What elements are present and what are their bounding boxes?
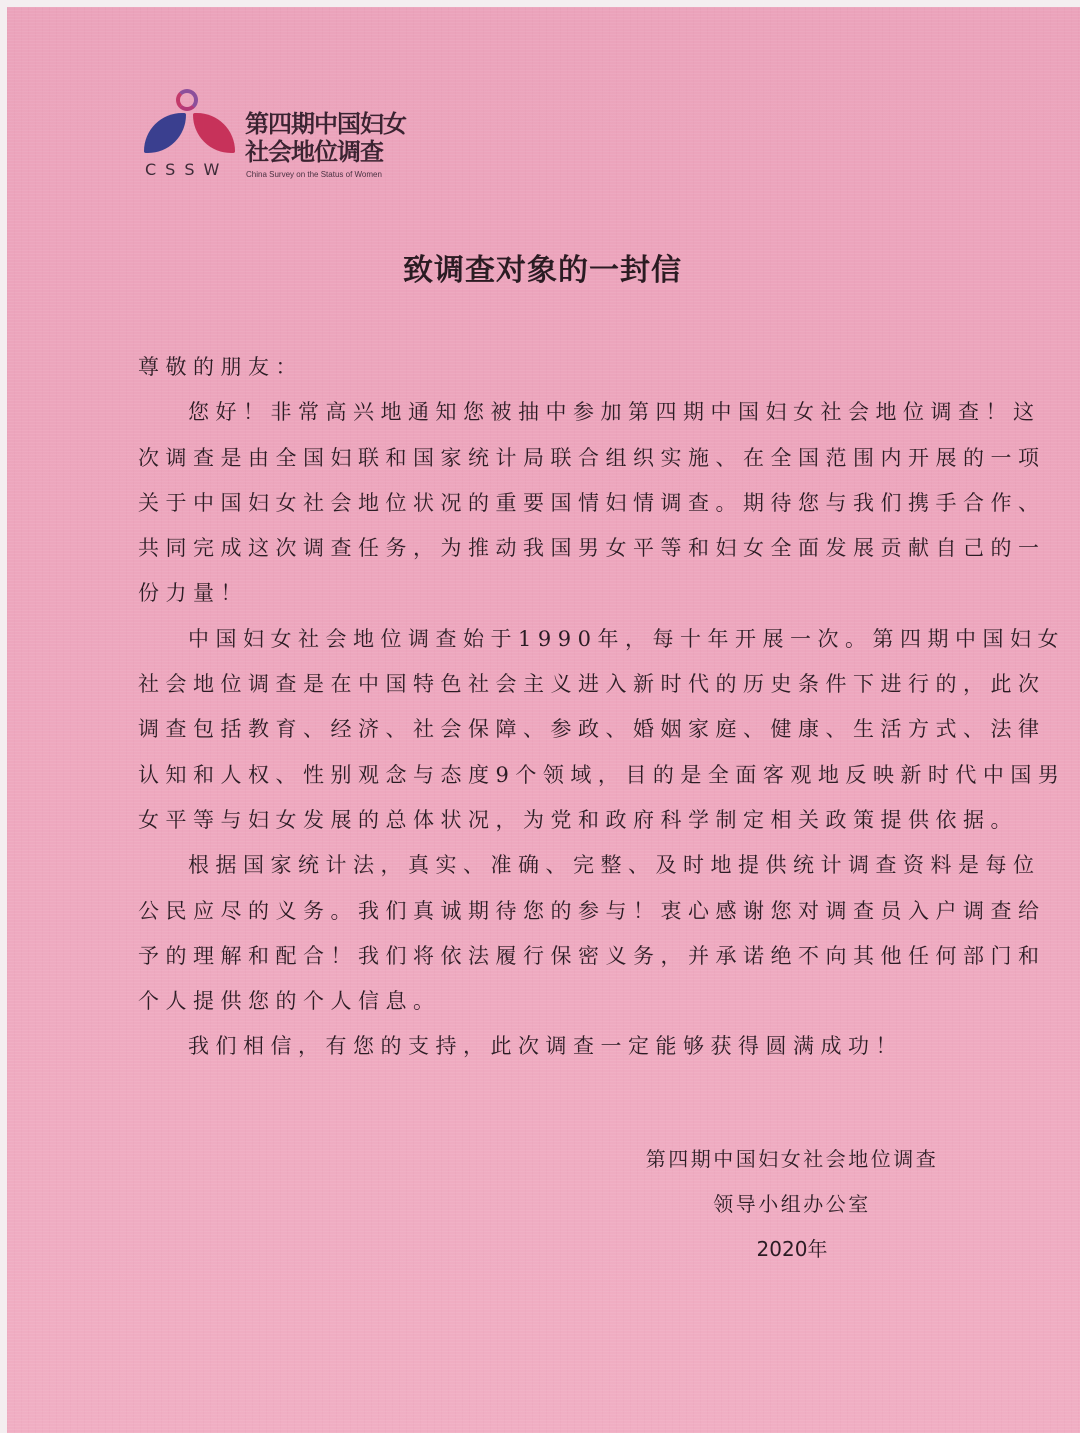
body-line: 关于中国妇女社会地位状况的重要国情妇情调查。期待您与我们携手合作、 [138,490,1046,515]
ring-icon [176,89,198,111]
logo-abbreviation: CSSW [145,160,229,179]
letter-page [7,7,1080,1433]
cssw-logo [137,82,427,192]
body-line: 您好！非常高兴地通知您被抽中参加第四期中国妇女社会地位调查！这 [188,400,1041,425]
body-line: 我们相信，有您的支持，此次调查一定能够获得圆满成功！ [188,1034,903,1059]
logo-cn-line-1: 第四期中国妇女 [245,110,406,138]
body-line: 公民应尽的义务。我们真诚期待您的参与！衷心感谢您对调查员入户调查给 [138,898,1046,923]
body-line: 予的理解和配合！我们将依法履行保密义务，并承诺绝不向其他任何部门和 [138,943,1046,968]
signature-office: 领导小组办公室 [713,1192,871,1216]
signature-date: 2020年 [756,1237,828,1261]
blue-leaf-icon [144,113,186,153]
logo-cn-line-2: 社会地位调查 [245,138,383,166]
logo-english-name: China Survey on the Status of Women [246,170,382,179]
body-line: 根据国家统计法，真实、准确、完整、及时地提供统计调查资料是每位 [188,853,1041,878]
body-line: 中国妇女社会地位调查始于1990年，每十年开展一次。第四期中国妇女 [188,626,1065,651]
body-line: 个人提供您的个人信息。 [138,989,441,1014]
body-line: 份力量！ [138,581,248,606]
letter-title: 致调查对象的一封信 [403,253,682,288]
body-line: 女平等与妇女发展的总体状况，为党和政府科学制定相关政策提供依据。 [138,807,1018,832]
body-line: 调查包括教育、经济、社会保障、参政、婚姻家庭、健康、生活方式、法律 [138,717,1046,742]
logo-chinese-name [245,110,406,166]
salutation: 尊敬的朋友： [138,355,303,379]
red-leaf-icon [193,113,235,153]
body-line: 社会地位调查是在中国特色社会主义进入新时代的历史条件下进行的，此次 [138,672,1046,697]
signature-block [637,1137,947,1272]
body-line: 次调查是由全国妇联和国家统计局联合组织实施、在全国范围内开展的一项 [138,445,1046,470]
signature-organization: 第四期中国妇女社会地位调查 [645,1147,939,1171]
body-line: 共同完成这次调查任务，为推动我国男女平等和妇女全面发展贡献自己的一 [138,536,1046,561]
body-line: 认知和人权、性别观念与态度9个领域，目的是全面客观地反映新时代中国男 [138,762,1066,787]
letter-body [138,345,1066,1070]
cssw-emblem-icon [137,82,237,182]
